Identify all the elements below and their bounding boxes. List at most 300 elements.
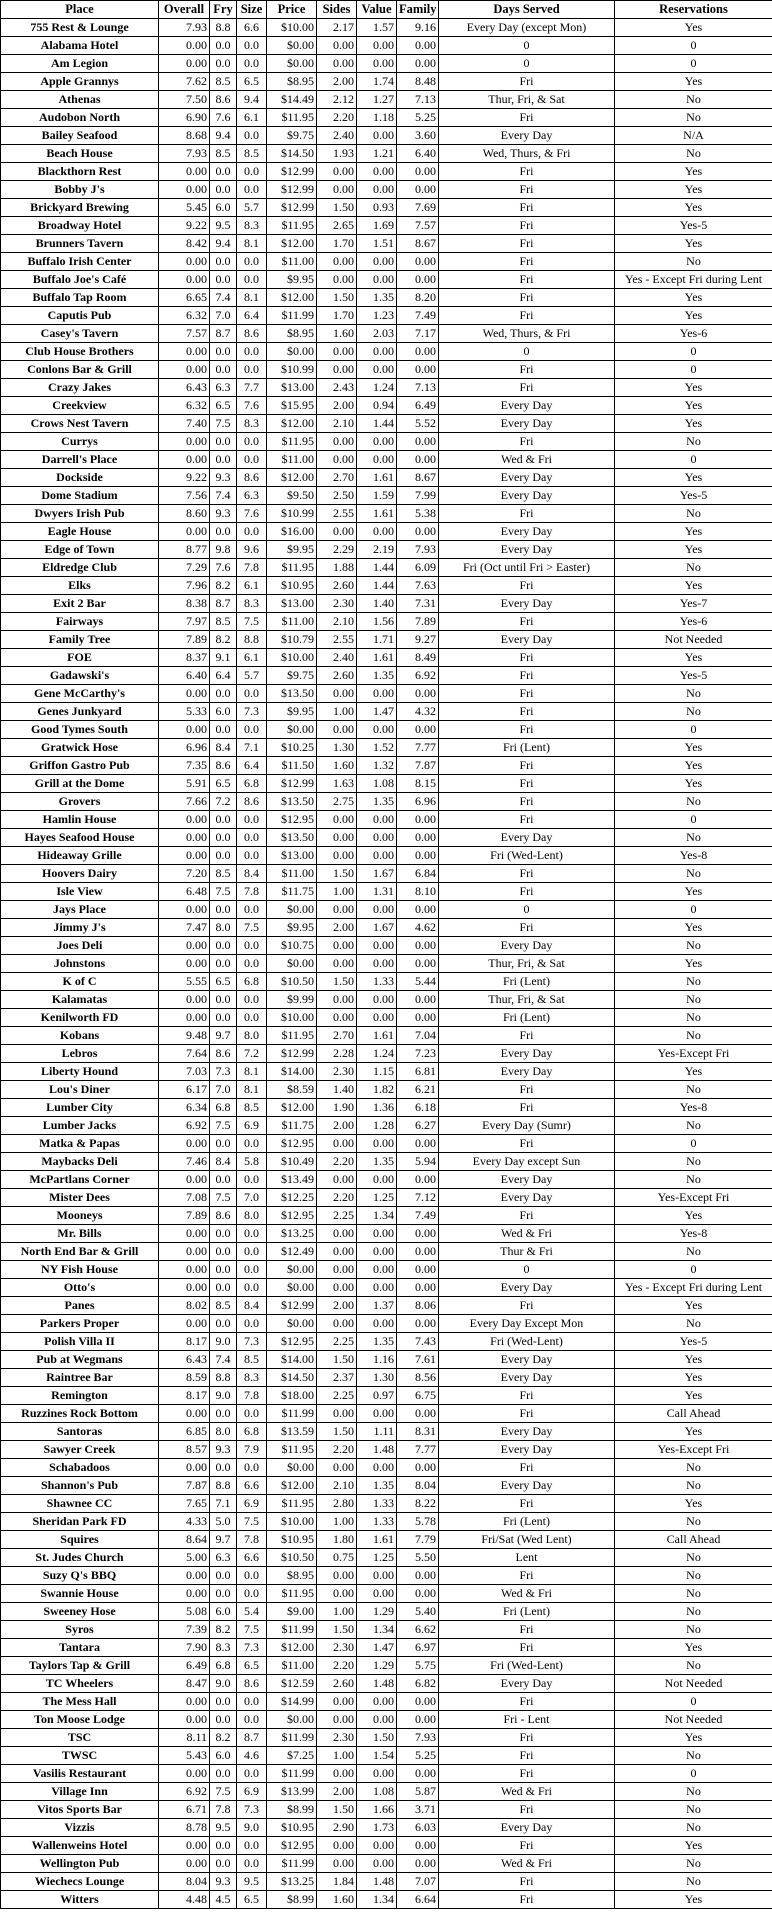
cell-fry: 8.4 <box>210 1153 237 1171</box>
cell-overall: 5.08 <box>159 1603 210 1621</box>
cell-place: Brunners Tavern <box>1 235 159 253</box>
cell-overall: 5.43 <box>159 1747 210 1765</box>
cell-sides: 2.75 <box>317 793 357 811</box>
cell-reservations: No <box>615 1117 772 1135</box>
cell-price: $9.95 <box>267 919 317 937</box>
cell-reservations: 0 <box>615 1261 772 1279</box>
cell-size: 6.1 <box>237 649 267 667</box>
cell-days-served: Fri <box>439 1405 615 1423</box>
table-row <box>1 901 772 919</box>
cell-price: $13.59 <box>267 1423 317 1441</box>
cell-place: Panes <box>1 1297 159 1315</box>
cell-size: 8.8 <box>237 631 267 649</box>
cell-place: Blackthorn Rest <box>1 163 159 181</box>
cell-days-served: Every Day <box>439 1189 615 1207</box>
cell-fry: 8.6 <box>210 757 237 775</box>
cell-place: Dwyers Irish Pub <box>1 505 159 523</box>
cell-overall: 0.00 <box>159 1855 210 1873</box>
cell-value: 0.00 <box>357 1135 397 1153</box>
cell-value: 0.00 <box>357 811 397 829</box>
cell-place: Grill at the Dome <box>1 775 159 793</box>
cell-sides: 1.50 <box>317 1351 357 1369</box>
table-row <box>1 1351 772 1369</box>
cell-price: $10.79 <box>267 631 317 649</box>
cell-family: 5.25 <box>397 1747 439 1765</box>
cell-family: 0.00 <box>397 1855 439 1873</box>
cell-family: 0.00 <box>397 1693 439 1711</box>
table-row <box>1 1423 772 1441</box>
cell-days-served: Fri <box>439 289 615 307</box>
cell-family: 6.92 <box>397 667 439 685</box>
cell-price: $13.49 <box>267 1171 317 1189</box>
cell-place: Creekview <box>1 397 159 415</box>
cell-sides: 0.00 <box>317 829 357 847</box>
cell-price: $10.50 <box>267 1549 317 1567</box>
cell-size: 0.0 <box>237 955 267 973</box>
cell-family: 6.18 <box>397 1099 439 1117</box>
cell-place: Lumber City <box>1 1099 159 1117</box>
cell-price: $13.50 <box>267 793 317 811</box>
cell-overall: 0.00 <box>159 1171 210 1189</box>
cell-price: $10.95 <box>267 577 317 595</box>
cell-overall: 7.40 <box>159 415 210 433</box>
cell-price: $12.25 <box>267 1189 317 1207</box>
cell-fry: 8.2 <box>210 1729 237 1747</box>
cell-reservations: Yes-5 <box>615 217 772 235</box>
cell-price: $13.00 <box>267 595 317 613</box>
cell-reservations: No <box>615 91 772 109</box>
cell-place: Grovers <box>1 793 159 811</box>
cell-overall: 6.32 <box>159 307 210 325</box>
cell-days-served: Fri <box>439 1567 615 1585</box>
cell-reservations: Yes <box>615 739 772 757</box>
table-row <box>1 1117 772 1135</box>
table-row <box>1 1063 772 1081</box>
cell-size: 9.6 <box>237 541 267 559</box>
cell-value: 0.00 <box>357 361 397 379</box>
cell-days-served: Fri <box>439 253 615 271</box>
table-row <box>1 541 772 559</box>
cell-place: Club House Brothers <box>1 343 159 361</box>
cell-family: 6.81 <box>397 1063 439 1081</box>
cell-sides: 1.50 <box>317 199 357 217</box>
cell-family: 0.00 <box>397 181 439 199</box>
cell-price: $8.95 <box>267 325 317 343</box>
cell-reservations: No <box>615 1657 772 1675</box>
cell-place: Shannon's Pub <box>1 1477 159 1495</box>
cell-family: 7.49 <box>397 307 439 325</box>
cell-sides: 0.00 <box>317 1711 357 1729</box>
cell-overall: 7.90 <box>159 1639 210 1657</box>
table-row <box>1 1369 772 1387</box>
cell-days-served: Fri (Lent) <box>439 1009 615 1027</box>
cell-fry: 0.0 <box>210 37 237 55</box>
cell-price: $9.75 <box>267 667 317 685</box>
cell-value: 0.00 <box>357 685 397 703</box>
cell-place: Witters <box>1 1891 159 1909</box>
cell-fry: 0.0 <box>210 937 237 955</box>
cell-reservations: Yes-6 <box>615 613 772 631</box>
cell-family: 0.00 <box>397 163 439 181</box>
cell-value: 0.00 <box>357 451 397 469</box>
cell-family: 5.75 <box>397 1657 439 1675</box>
cell-place: Athenas <box>1 91 159 109</box>
cell-reservations: Yes <box>615 1063 772 1081</box>
cell-size: 0.0 <box>237 55 267 73</box>
cell-fry: 0.0 <box>210 1585 237 1603</box>
cell-place: Mister Dees <box>1 1189 159 1207</box>
cell-fry: 7.4 <box>210 1351 237 1369</box>
cell-place: Schabadoos <box>1 1459 159 1477</box>
column-header-family: Family <box>397 1 439 19</box>
cell-reservations: 0 <box>615 37 772 55</box>
cell-sides: 0.00 <box>317 361 357 379</box>
cell-value: 1.67 <box>357 865 397 883</box>
cell-fry: 9.3 <box>210 505 237 523</box>
cell-fry: 9.5 <box>210 1819 237 1837</box>
cell-reservations: Yes <box>615 199 772 217</box>
cell-reservations: Yes-5 <box>615 667 772 685</box>
cell-value: 0.00 <box>357 955 397 973</box>
cell-price: $12.95 <box>267 1135 317 1153</box>
cell-days-served: 0 <box>439 37 615 55</box>
cell-family: 3.71 <box>397 1801 439 1819</box>
cell-family: 5.52 <box>397 415 439 433</box>
cell-sides: 2.55 <box>317 505 357 523</box>
cell-place: Parkers Proper <box>1 1315 159 1333</box>
cell-overall: 8.57 <box>159 1441 210 1459</box>
cell-days-served: Every Day <box>439 631 615 649</box>
cell-family: 7.79 <box>397 1531 439 1549</box>
cell-reservations: No <box>615 145 772 163</box>
cell-size: 7.3 <box>237 1639 267 1657</box>
cell-fry: 0.0 <box>210 451 237 469</box>
cell-price: $10.95 <box>267 1531 317 1549</box>
cell-fry: 0.0 <box>210 901 237 919</box>
cell-overall: 0.00 <box>159 1837 210 1855</box>
cell-value: 2.19 <box>357 541 397 559</box>
cell-reservations: No <box>615 1153 772 1171</box>
cell-size: 8.1 <box>237 1081 267 1099</box>
cell-place: Jays Place <box>1 901 159 919</box>
cell-overall: 7.08 <box>159 1189 210 1207</box>
table-row <box>1 847 772 865</box>
cell-price: $16.00 <box>267 523 317 541</box>
cell-price: $11.95 <box>267 109 317 127</box>
cell-value: 0.00 <box>357 721 397 739</box>
cell-family: 5.38 <box>397 505 439 523</box>
cell-size: 0.0 <box>237 1171 267 1189</box>
cell-overall: 0.00 <box>159 811 210 829</box>
cell-reservations: No <box>615 559 772 577</box>
cell-place: Hayes Seafood House <box>1 829 159 847</box>
cell-size: 0.0 <box>237 937 267 955</box>
cell-family: 8.67 <box>397 235 439 253</box>
cell-fry: 9.4 <box>210 127 237 145</box>
cell-days-served: Fri <box>439 1639 615 1657</box>
table-row <box>1 1081 772 1099</box>
table-row <box>1 1513 772 1531</box>
cell-sides: 1.50 <box>317 1621 357 1639</box>
cell-days-served: Every Day <box>439 523 615 541</box>
cell-price: $12.95 <box>267 1333 317 1351</box>
cell-fry: 0.0 <box>210 361 237 379</box>
table-row <box>1 325 772 343</box>
cell-fry: 0.0 <box>210 55 237 73</box>
table-row <box>1 1603 772 1621</box>
cell-price: $10.00 <box>267 19 317 37</box>
cell-overall: 8.78 <box>159 1819 210 1837</box>
cell-value: 1.16 <box>357 1351 397 1369</box>
cell-place: Maybacks Deli <box>1 1153 159 1171</box>
cell-value: 1.27 <box>357 91 397 109</box>
cell-place: Otto's <box>1 1279 159 1297</box>
cell-fry: 0.0 <box>210 271 237 289</box>
table-row <box>1 1675 772 1693</box>
table-row <box>1 793 772 811</box>
cell-overall: 0.00 <box>159 1009 210 1027</box>
cell-days-served: Every Day <box>439 541 615 559</box>
table-row <box>1 739 772 757</box>
cell-size: 7.7 <box>237 379 267 397</box>
cell-overall: 0.00 <box>159 1405 210 1423</box>
table-row <box>1 1621 772 1639</box>
cell-sides: 0.00 <box>317 181 357 199</box>
cell-price: $0.00 <box>267 1711 317 1729</box>
cell-fry: 6.3 <box>210 379 237 397</box>
cell-sides: 2.20 <box>317 1189 357 1207</box>
cell-family: 0.00 <box>397 721 439 739</box>
cell-reservations: 0 <box>615 901 772 919</box>
cell-sides: 2.00 <box>317 397 357 415</box>
cell-size: 0.0 <box>237 433 267 451</box>
cell-size: 6.5 <box>237 1891 267 1909</box>
cell-overall: 7.57 <box>159 325 210 343</box>
column-header-size: Size <box>237 1 267 19</box>
cell-overall: 5.33 <box>159 703 210 721</box>
cell-sides: 0.00 <box>317 1243 357 1261</box>
cell-fry: 0.0 <box>210 1837 237 1855</box>
cell-place: TWSC <box>1 1747 159 1765</box>
cell-sides: 2.40 <box>317 127 357 145</box>
table-body <box>1 19 772 1909</box>
cell-size: 0.0 <box>237 685 267 703</box>
cell-place: McPartlans Corner <box>1 1171 159 1189</box>
cell-fry: 0.0 <box>210 1243 237 1261</box>
cell-sides: 0.00 <box>317 901 357 919</box>
cell-value: 1.24 <box>357 379 397 397</box>
cell-size: 0.0 <box>237 1279 267 1297</box>
table-row <box>1 1567 772 1585</box>
cell-place: Village Inn <box>1 1783 159 1801</box>
cell-days-served: Lent <box>439 1549 615 1567</box>
cell-size: 8.7 <box>237 1729 267 1747</box>
cell-days-served: Fri <box>439 307 615 325</box>
cell-reservations: Yes-7 <box>615 595 772 613</box>
cell-days-served: Every Day <box>439 127 615 145</box>
cell-reservations: Yes <box>615 1891 772 1909</box>
cell-size: 6.1 <box>237 577 267 595</box>
cell-reservations: Yes <box>615 1369 772 1387</box>
cell-size: 8.3 <box>237 595 267 613</box>
cell-sides: 0.00 <box>317 1261 357 1279</box>
cell-family: 5.40 <box>397 1603 439 1621</box>
cell-overall: 7.89 <box>159 1207 210 1225</box>
cell-family: 7.87 <box>397 757 439 775</box>
table-row <box>1 1639 772 1657</box>
cell-price: $12.00 <box>267 1477 317 1495</box>
cell-reservations: Yes <box>615 919 772 937</box>
cell-sides: 2.70 <box>317 1027 357 1045</box>
cell-fry: 9.4 <box>210 235 237 253</box>
table-row <box>1 1189 772 1207</box>
cell-value: 0.00 <box>357 1315 397 1333</box>
cell-sides: 2.70 <box>317 469 357 487</box>
cell-sides: 0.00 <box>317 1405 357 1423</box>
cell-sides: 0.00 <box>317 271 357 289</box>
cell-fry: 0.0 <box>210 991 237 1009</box>
cell-overall: 7.29 <box>159 559 210 577</box>
cell-price: $12.99 <box>267 199 317 217</box>
cell-place: Raintree Bar <box>1 1369 159 1387</box>
cell-days-served: Fri <box>439 1135 615 1153</box>
cell-size: 7.8 <box>237 559 267 577</box>
cell-fry: 6.5 <box>210 973 237 991</box>
cell-reservations: 0 <box>615 1135 772 1153</box>
table-row <box>1 289 772 307</box>
cell-overall: 6.34 <box>159 1099 210 1117</box>
cell-days-served: Every Day <box>439 1279 615 1297</box>
cell-sides: 2.20 <box>317 1153 357 1171</box>
cell-days-served: Fri <box>439 685 615 703</box>
cell-overall: 7.35 <box>159 757 210 775</box>
table-row <box>1 559 772 577</box>
table-row <box>1 775 772 793</box>
cell-family: 5.44 <box>397 973 439 991</box>
cell-value: 1.61 <box>357 469 397 487</box>
cell-place: Joes Deli <box>1 937 159 955</box>
table-row <box>1 397 772 415</box>
cell-sides: 2.30 <box>317 595 357 613</box>
cell-family: 7.63 <box>397 577 439 595</box>
cell-price: $10.49 <box>267 1153 317 1171</box>
cell-value: 1.33 <box>357 1513 397 1531</box>
cell-overall: 7.65 <box>159 1495 210 1513</box>
cell-fry: 0.0 <box>210 1567 237 1585</box>
cell-reservations: No <box>615 991 772 1009</box>
cell-family: 7.31 <box>397 595 439 613</box>
cell-days-served: Wed & Fri <box>439 1855 615 1873</box>
cell-size: 7.3 <box>237 1333 267 1351</box>
cell-days-served: Every Day <box>439 1063 615 1081</box>
cell-fry: 8.0 <box>210 1423 237 1441</box>
cell-sides: 2.00 <box>317 1783 357 1801</box>
cell-reservations: Yes-Except Fri <box>615 1189 772 1207</box>
cell-place: Edge of Town <box>1 541 159 559</box>
cell-fry: 5.0 <box>210 1513 237 1531</box>
cell-place: Sawyer Creek <box>1 1441 159 1459</box>
cell-family: 5.94 <box>397 1153 439 1171</box>
cell-family: 7.23 <box>397 1045 439 1063</box>
cell-overall: 7.56 <box>159 487 210 505</box>
cell-size: 7.8 <box>237 1531 267 1549</box>
cell-value: 0.00 <box>357 37 397 55</box>
cell-value: 1.44 <box>357 577 397 595</box>
cell-reservations: No <box>615 1081 772 1099</box>
cell-reservations: No <box>615 793 772 811</box>
cell-days-served: Fri <box>439 649 615 667</box>
cell-days-served: Fri <box>439 271 615 289</box>
cell-price: $9.00 <box>267 1603 317 1621</box>
cell-overall: 0.00 <box>159 451 210 469</box>
cell-overall: 7.50 <box>159 91 210 109</box>
cell-overall: 0.00 <box>159 433 210 451</box>
cell-price: $10.25 <box>267 739 317 757</box>
table-row <box>1 991 772 1009</box>
cell-size: 0.0 <box>237 1405 267 1423</box>
cell-family: 7.77 <box>397 1441 439 1459</box>
cell-size: 4.6 <box>237 1747 267 1765</box>
cell-value: 1.29 <box>357 1603 397 1621</box>
cell-family: 3.60 <box>397 127 439 145</box>
cell-size: 8.6 <box>237 325 267 343</box>
cell-value: 0.00 <box>357 1693 397 1711</box>
cell-price: $11.95 <box>267 1441 317 1459</box>
cell-reservations: No <box>615 1315 772 1333</box>
cell-value: 1.25 <box>357 1189 397 1207</box>
cell-place: Wallenweins Hotel <box>1 1837 159 1855</box>
table-row <box>1 1153 772 1171</box>
cell-family: 6.96 <box>397 793 439 811</box>
cell-size: 6.6 <box>237 19 267 37</box>
cell-reservations: Yes <box>615 1207 772 1225</box>
cell-fry: 0.0 <box>210 1135 237 1153</box>
cell-family: 8.10 <box>397 883 439 901</box>
cell-place: Polish Villa II <box>1 1333 159 1351</box>
cell-value: 1.15 <box>357 1063 397 1081</box>
cell-fry: 8.7 <box>210 325 237 343</box>
cell-size: 0.0 <box>237 127 267 145</box>
cell-reservations: Yes-6 <box>615 325 772 343</box>
cell-sides: 1.90 <box>317 1099 357 1117</box>
cell-overall: 0.00 <box>159 181 210 199</box>
cell-reservations: No <box>615 1783 772 1801</box>
cell-days-served: 0 <box>439 55 615 73</box>
cell-price: $0.00 <box>267 1279 317 1297</box>
cell-reservations: Yes-Except Fri <box>615 1441 772 1459</box>
table-row <box>1 883 772 901</box>
cell-price: $12.99 <box>267 163 317 181</box>
cell-price: $11.75 <box>267 883 317 901</box>
cell-fry: 9.7 <box>210 1531 237 1549</box>
table-row <box>1 361 772 379</box>
cell-sides: 1.60 <box>317 757 357 775</box>
cell-price: $13.25 <box>267 1873 317 1891</box>
cell-size: 6.8 <box>237 1423 267 1441</box>
column-header-sides: Sides <box>317 1 357 19</box>
cell-size: 0.0 <box>237 1765 267 1783</box>
cell-sides: 1.00 <box>317 1603 357 1621</box>
cell-days-served: Fri <box>439 721 615 739</box>
cell-place: Mr. Bills <box>1 1225 159 1243</box>
cell-fry: 7.2 <box>210 793 237 811</box>
cell-sides: 0.00 <box>317 1315 357 1333</box>
cell-size: 0.0 <box>237 847 267 865</box>
cell-size: 5.8 <box>237 1153 267 1171</box>
cell-price: $11.99 <box>267 1729 317 1747</box>
cell-days-served: Fri <box>439 1747 615 1765</box>
cell-overall: 6.17 <box>159 1081 210 1099</box>
